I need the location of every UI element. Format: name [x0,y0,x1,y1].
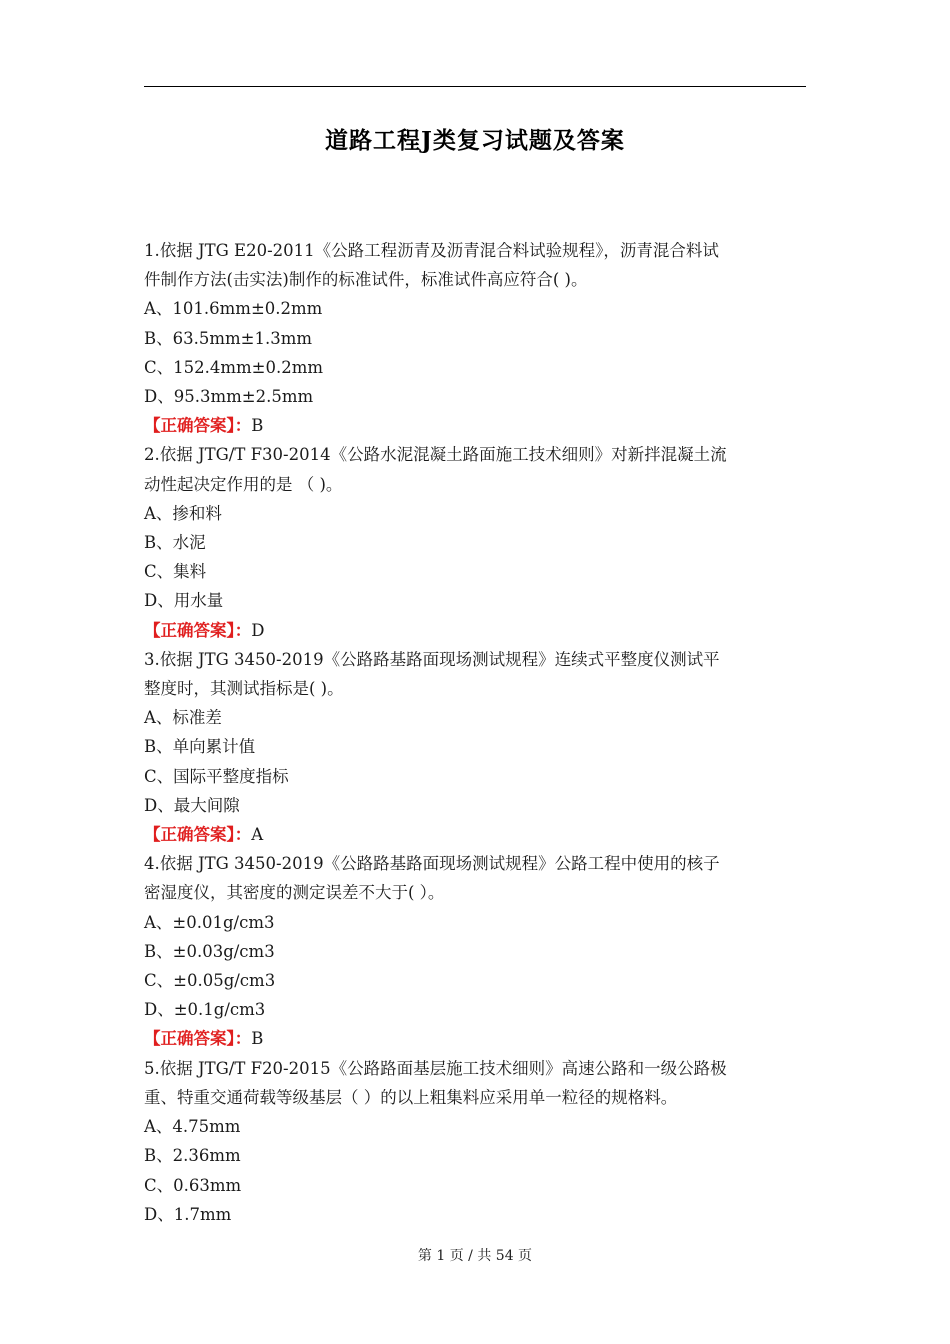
correct-answer [144,411,806,440]
page-footer: 第 1 页 / 共 54 页 [417,1248,533,1264]
question-text-line: 密湿度仪，其密度的测定误差不大于( ）。 [144,883,445,903]
correct-answer [144,1024,806,1053]
option-b: B、单向累计值 [144,737,256,757]
answer-value: D [251,620,265,640]
question-1 [144,236,806,440]
correct-answer [144,820,806,849]
answer-value: B [251,416,264,436]
option-c: C、集料 [144,562,207,582]
question-5 [144,1054,806,1229]
option-b: B、水泥 [144,533,206,553]
question-text-line: 4.依据 JTG 3450-2019《公路路基路面现场测试规程》公路工程中使用的核子 [144,854,720,874]
option-a: A、标准差 [144,708,222,728]
answer-label: 【正确答案】： [144,1029,252,1049]
answer-label: 【正确答案】： [144,825,252,845]
header-rule [144,86,806,87]
answer-value: B [251,1029,264,1049]
option-c: C、0.63mm [144,1175,242,1195]
option-c: C、152.4mm±0.2mm [144,357,324,377]
question-text-line: 整度时，其测试指标是( )。 [144,679,344,699]
option-a: A、4.75mm [144,1117,241,1137]
question-text-line: 3.依据 JTG 3450-2019《公路路基路面现场测试规程》连续式平整度仪测试平 [144,649,720,669]
answer-label: 【正确答案】： [144,416,252,436]
option-d: D、1.7mm [144,1204,232,1224]
option-d: D、用水量 [144,591,224,611]
question-3 [144,645,806,849]
question-2 [144,440,806,644]
option-a: A、101.6mm±0.2mm [144,299,323,319]
option-b: B、±0.03g/cm3 [144,941,275,961]
option-c: C、国际平整度指标 [144,766,289,786]
question-text-line: 重、特重交通荷载等级基层（ ）的以上粗集料应采用单一粒径的规格料。 [144,1087,678,1107]
option-a: A、±0.01g/cm3 [144,912,275,932]
option-b: B、2.36mm [144,1146,241,1166]
answer-label: 【正确答案】： [144,620,252,640]
question-4 [144,849,806,1053]
option-d: D、最大间隙 [144,795,240,815]
option-d: D、±0.1g/cm3 [144,1000,266,1020]
document-title: 道路工程J类复习试题及答案 [325,127,625,154]
question-text-line: 件制作方法(击实法)制作的标准试件，标准试件高应符合( )。 [144,270,588,290]
question-text-line: 2.依据 JTG/T F30-2014《公路水泥混凝土路面施工技术细则》对新拌混凝土流 [144,445,727,465]
correct-answer [144,616,806,645]
answer-value: A [251,825,264,845]
question-list [144,236,806,1229]
option-d: D、95.3mm±2.5mm [144,387,314,407]
question-text-line: 5.依据 JTG/T F20-2015《公路路面基层施工技术细则》高速公路和一级公路极 [144,1058,727,1078]
option-a: A、掺和料 [144,503,222,523]
question-text-line: 动性起决定作用的是 （ )。 [144,474,343,494]
question-text-line: 1.依据 JTG E20-2011《公路工程沥青及沥青混合料试验规程》，沥青混合料试 [144,241,719,260]
option-c: C、±0.05g/cm3 [144,971,276,991]
option-b: B、63.5mm±1.3mm [144,328,313,348]
